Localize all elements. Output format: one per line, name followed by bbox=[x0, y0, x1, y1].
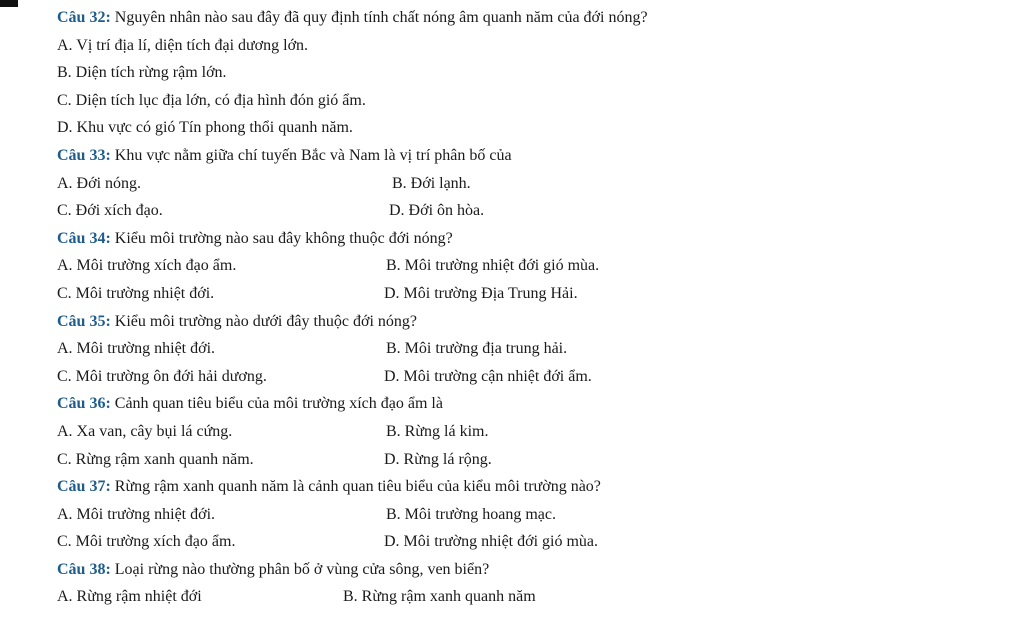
question-38 bbox=[57, 558, 1017, 586]
option-b bbox=[57, 61, 1017, 89]
option-c: C. Đới xích đạo. bbox=[57, 202, 163, 220]
option-b: B. Rừng lá kim. bbox=[386, 422, 489, 440]
option-a: A. Xa van, cây bụi lá cứng. bbox=[57, 422, 233, 440]
option-c: C. Môi trường xích đạo ẩm. bbox=[57, 533, 236, 551]
option-row-ab bbox=[57, 254, 1017, 282]
option-text: A. Vị trí địa lí, diện tích đại dương lớn. bbox=[57, 36, 309, 54]
option-d: D. Môi trường Địa Trung Hải. bbox=[384, 284, 578, 302]
option-a: A. Môi trường nhiệt đới. bbox=[57, 505, 216, 523]
option-row-cd bbox=[57, 365, 1017, 393]
cut-off-next-line bbox=[57, 616, 557, 624]
question-label: Câu 34: bbox=[57, 229, 111, 247]
question-label: Câu 37: bbox=[57, 478, 111, 496]
option-c: C. Môi trường ôn đới hải dương. bbox=[57, 367, 267, 385]
option-row-ab bbox=[57, 172, 1017, 200]
question-36 bbox=[57, 392, 1017, 420]
question-33 bbox=[57, 144, 1017, 172]
option-a: A. Đới nóng. bbox=[57, 174, 142, 192]
option-row-cd bbox=[57, 199, 1017, 227]
option-a bbox=[57, 34, 1017, 62]
option-a: A. Rừng rậm nhiệt đới bbox=[57, 588, 202, 606]
option-c bbox=[57, 89, 1017, 117]
corner-mark bbox=[0, 0, 18, 7]
option-row-cd bbox=[57, 530, 1017, 558]
question-35 bbox=[57, 310, 1017, 338]
option-d: D. Rừng lá rộng. bbox=[384, 450, 492, 468]
question-32 bbox=[57, 6, 1017, 34]
question-text: Loại rừng nào thường phân bố ở vùng cửa sông, ven biển? bbox=[114, 560, 490, 578]
option-c: C. Môi trường nhiệt đới. bbox=[57, 284, 215, 302]
option-row-cd bbox=[57, 448, 1017, 476]
option-d: D. Môi trường nhiệt đới gió mùa. bbox=[384, 533, 599, 551]
option-text: D. Khu vực có gió Tín phong thổi quanh năm. bbox=[57, 119, 353, 137]
option-text: C. Diện tích lục địa lớn, có địa hình đón gió ẩm. bbox=[57, 91, 366, 109]
option-text: B. Diện tích rừng rậm lớn. bbox=[57, 64, 227, 82]
option-row-cd bbox=[57, 282, 1017, 310]
question-label: Câu 38: bbox=[57, 560, 111, 578]
option-row-ab bbox=[57, 420, 1017, 448]
question-37 bbox=[57, 475, 1017, 503]
document-content bbox=[57, 6, 1017, 613]
option-row-ab bbox=[57, 503, 1017, 531]
option-a: A. Môi trường nhiệt đới. bbox=[57, 340, 216, 358]
option-c: C. Rừng rậm xanh quanh năm. bbox=[57, 450, 254, 468]
option-d: D. Môi trường cận nhiệt đới ẩm. bbox=[384, 367, 592, 385]
question-label: Câu 33: bbox=[57, 146, 111, 164]
question-text: Kiểu môi trường nào dưới đây thuộc đới nóng? bbox=[114, 312, 418, 330]
question-text: Cảnh quan tiêu biểu của môi trường xích đạo ẩm là bbox=[114, 395, 443, 413]
question-label: Câu 32: bbox=[57, 9, 111, 26]
option-b: B. Môi trường địa trung hải. bbox=[386, 340, 568, 358]
question-text: Khu vực nằm giữa chí tuyến Bắc và Nam là vị trí phân bố của bbox=[114, 146, 512, 164]
option-d bbox=[57, 116, 1017, 144]
option-b: B. Đới lạnh. bbox=[392, 174, 471, 192]
question-34 bbox=[57, 227, 1017, 255]
question-label: Câu 35: bbox=[57, 312, 111, 330]
question-text: Rừng rậm xanh quanh năm là cảnh quan tiêu biểu của kiểu môi trường nào? bbox=[114, 478, 601, 496]
option-d: D. Đới ôn hòa. bbox=[389, 202, 485, 220]
option-b: B. Môi trường nhiệt đới gió mùa. bbox=[386, 257, 600, 275]
option-row-ab bbox=[57, 585, 1017, 613]
question-label: Câu 36: bbox=[57, 395, 111, 413]
option-b: B. Môi trường hoang mạc. bbox=[386, 505, 556, 523]
option-a: A. Môi trường xích đạo ẩm. bbox=[57, 257, 237, 275]
option-b: B. Rừng rậm xanh quanh năm bbox=[343, 588, 536, 606]
question-text: Kiểu môi trường nào sau đây không thuộc đới nóng? bbox=[114, 229, 453, 247]
question-text: Nguyên nhân nào sau đây đã quy định tính chất nóng âm quanh năm của đới nóng? bbox=[114, 9, 648, 26]
option-row-ab bbox=[57, 337, 1017, 365]
